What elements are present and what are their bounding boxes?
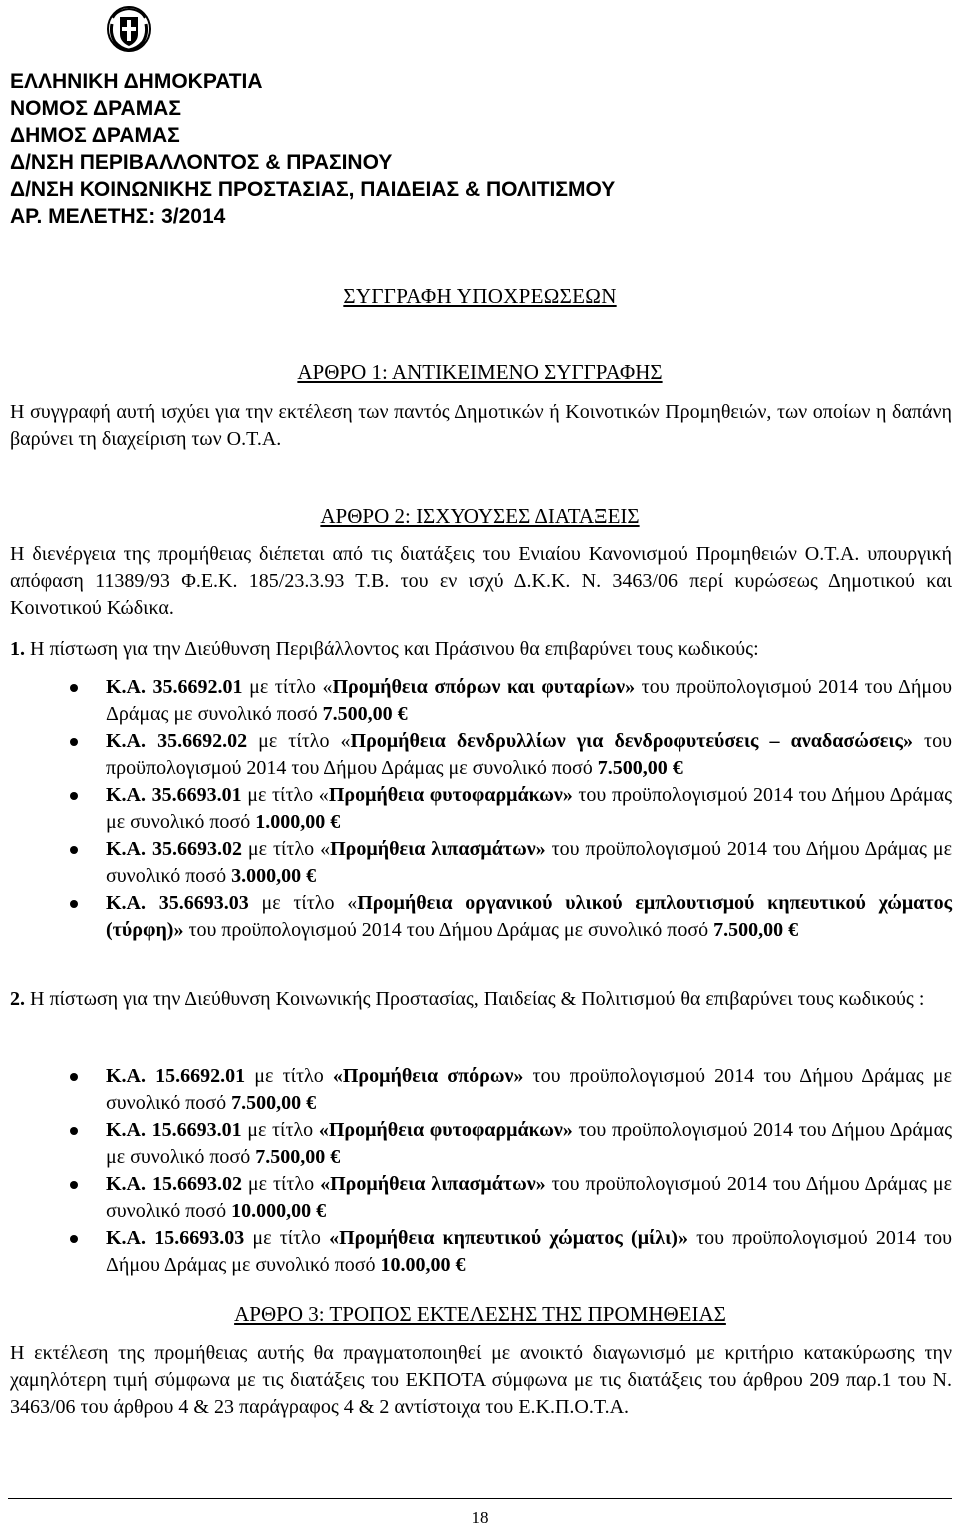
item-amount: 7.500,00 € [231,1092,317,1114]
item-amount: 10.000,00 € [231,1200,327,1222]
article-1-heading: ΑΡΘΡΟ 1: ΑΝΤΙΚΕΙΜΕΝΟ ΣΥΓΓΡΑΦΗΣ [297,360,663,384]
bullet-icon [70,738,78,746]
section-1-text: Η πίστωση για την Διεύθυνση Περιβάλλοντος και Πράσινου θα επιβαρύνει τους κωδικούς: [30,638,759,660]
item-description: του προϋπολογισμού 2014 του Δήμου Δράμας με συνολικό ποσό [106,1119,953,1168]
item-prefix: με τίτλο [245,1065,333,1087]
item-amount: 10.00,00 € [380,1254,466,1276]
item-amount: 1.000,00 € [255,811,341,833]
list-item [0,1117,952,1171]
item-prefix: με τίτλο « [242,676,333,698]
issuer-header [10,68,615,230]
bullet-icon [70,1181,78,1189]
header-line-prefecture: ΝΟΜΟΣ ΔΡΑΜΑΣ [10,97,181,120]
budget-code: Κ.Α. 35.6692.02 [106,730,248,752]
footer-divider [8,1498,952,1499]
item-description: του προϋπολογισμού 2014 του Δήμου Δράμας με συνολικό ποσό [106,1173,952,1222]
item-prefix: με τίτλο [244,1227,330,1249]
item-title: Προμήθεια οργανικού υλικού εμπλουτισμού κηπευτικού χώματος (τύρφη)» [106,892,953,941]
article-2-heading: ΑΡΘΡΟ 2: ΙΣΧΥΟΥΣΕΣ ΔΙΑΤΑΞΕΙΣ [320,504,640,528]
item-prefix: με τίτλο « [241,784,329,806]
item-prefix: με τίτλο « [247,730,351,752]
list-item [0,782,952,836]
item-amount: 7.500,00 € [322,703,408,725]
section-2-text: Η πίστωση για την Διεύθυνση Κοινωνικής Προστασίας, Παιδείας & Πολιτισμού θα επιβαρύνει τους κωδικούς : [30,988,925,1010]
item-prefix: με τίτλο [241,1173,321,1195]
article-2-section-1 [10,636,952,663]
list-item [0,1171,952,1225]
list-item [0,1225,952,1279]
header-line-social-dept: Δ/ΝΣΗ ΚΟΙΝΩΝΙΚΗΣ ΠΡΟΣΤΑΣΙΑΣ, ΠΑΙΔΕΙΑΣ & ΠΟΛΙΤΙΣΜΟΥ [10,178,616,201]
budget-code: Κ.Α. 15.6693.02 [106,1173,242,1195]
article-3-heading: ΑΡΘΡΟ 3: ΤΡΟΠΟΣ ΕΚΤΕΛΕΣΗΣ ΤΗΣ ΠΡΟΜΗΘΕΙΑΣ [234,1302,726,1326]
article-2-section-2 [10,986,952,1013]
item-description: του προϋπολογισμού 2014 του Δήμου Δράμας με συνολικό ποσό [106,1065,952,1114]
item-amount: 3.000,00 € [231,865,317,887]
budget-code: Κ.Α. 15.6693.03 [106,1227,245,1249]
article-3-text: Η εκτέλεση της προμήθειας αυτής θα πραγματοποιηθεί με ανοικτό διαγωνισμό με κριτήριο κατακύρωσης την χαμηλότερη τιμή σύμφωνα με τις διατάξεις του ΕΚΠΟΤΑ σύμφωνα με τις διατάξεις του άρθρου 209 παρ.1 του Ν. 3463/06 του άρθρου 4 & 23 παράγραφος 4 & 2 αντίστοιχα του Ε.Κ.Π.Ο.Τ.Α. [10,1342,952,1418]
budget-code: Κ.Α. 35.6693.01 [106,784,242,806]
item-title: «Προμήθεια φυτοφαρμάκων» [318,1119,573,1141]
header-line-environment-dept: Δ/ΝΣΗ ΠΕΡΙΒΑΛΛΟΝΤΟΣ & ΠΡΑΣΙΝΟΥ [10,151,393,174]
section-1-number: 1. [10,638,25,660]
bullet-icon [70,900,78,908]
document-title: ΣΥΓΓΡΑΦΗ ΥΠΟΧΡΕΩΣΕΩΝ [343,284,617,308]
page-number: 18 [471,1508,489,1527]
header-line-study-number: ΑΡ. ΜΕΛΕΤΗΣ: 3/2014 [10,205,226,228]
item-title: Προμήθεια φυτοφαρμάκων» [328,784,573,806]
budget-code: Κ.Α. 15.6693.01 [106,1119,242,1141]
article-2-text: Η διενέργεια της προμήθειας διέπεται από τις διατάξεις του Ενιαίου Κανονισμού Προμηθειών Ο.Τ.Α. υπουργική απόφαση 11389/93 Φ.Ε.Κ. 185/23.3.93 Τ.Β. του εν ισχύ Δ.Κ.Κ. Ν. 3463/06 περί κυρώσεως Δημοτικού και Κοινοτικού Κώδικα. [10,543,952,619]
item-description: του προϋπολογισμού 2014 του Δήμου Δράμας με συνολικό ποσό [106,1227,953,1276]
item-prefix: με τίτλο [241,1119,319,1141]
item-description: του προϋπολογισμού 2014 του Δήμου Δράμας με συνολικό ποσό [106,838,952,887]
list-item [0,836,952,890]
item-prefix: με τίτλο « [241,838,331,860]
item-title: Προμήθεια λιπασμάτων» [330,838,546,860]
item-amount: 7.500,00 € [713,919,799,941]
budget-code: Κ.Α. 15.6692.01 [106,1065,246,1087]
budget-code: Κ.Α. 35.6692.01 [106,676,243,698]
item-title: Προμήθεια δενδρυλλίων για δενδροφυτεύσεις – αναδασώσεις» [350,730,913,752]
bullet-icon [70,1235,78,1243]
list-item [0,674,952,728]
bullet-icon [70,1073,78,1081]
list-item [0,890,952,944]
item-amount: 7.500,00 € [255,1146,341,1168]
bullet-icon [70,1127,78,1135]
item-title: «Προμήθεια λιπασμάτων» [320,1173,546,1195]
item-description: του προϋπολογισμού 2014 του Δήμου Δράμας με συνολικό ποσό [183,919,714,941]
item-amount: 7.500,00 € [597,757,683,779]
item-description: του προϋπολογισμού 2014 του Δήμου Δράμας με συνολικό ποσό [106,730,952,779]
greek-coat-of-arms-icon [107,6,151,52]
budget-code: Κ.Α. 35.6693.02 [106,838,242,860]
item-title: «Προμήθεια σπόρων» [332,1065,524,1087]
item-description: του προϋπολογισμού 2014 του Δήμου Δράμας με συνολικό ποσό [106,676,952,725]
header-line-republic: ΕΛΛΗΝΙΚΗ ΔΗΜΟΚΡΑΤΙΑ [10,70,263,93]
bullet-icon [70,846,78,854]
list-item [0,728,952,782]
item-prefix: με τίτλο « [248,892,358,914]
bullet-icon [70,792,78,800]
item-title: «Προμήθεια κηπευτικού χώματος (μίλι)» [329,1227,688,1249]
budget-code: Κ.Α. 35.6693.03 [106,892,249,914]
section-2-number: 2. [10,988,25,1010]
list-item [0,1063,952,1117]
item-title: Προμήθεια σπόρων και φυταρίων» [332,676,636,698]
header-line-municipality: ΔΗΜΟΣ ΔΡΑΜΑΣ [10,124,180,147]
bullet-icon [70,684,78,692]
section-2-code-list [0,1063,952,1279]
article-1-text: Η συγγραφή αυτή ισχύει για την εκτέλεση των παντός Δημοτικών ή Κοινοτικών Προμηθειών, των οποίων η δαπάνη βαρύνει τη διαχείριση των Ο.Τ.Α. [10,401,952,450]
section-1-code-list [0,674,952,944]
item-description: του προϋπολογισμού 2014 του Δήμου Δράμας με συνολικό ποσό [106,784,953,833]
